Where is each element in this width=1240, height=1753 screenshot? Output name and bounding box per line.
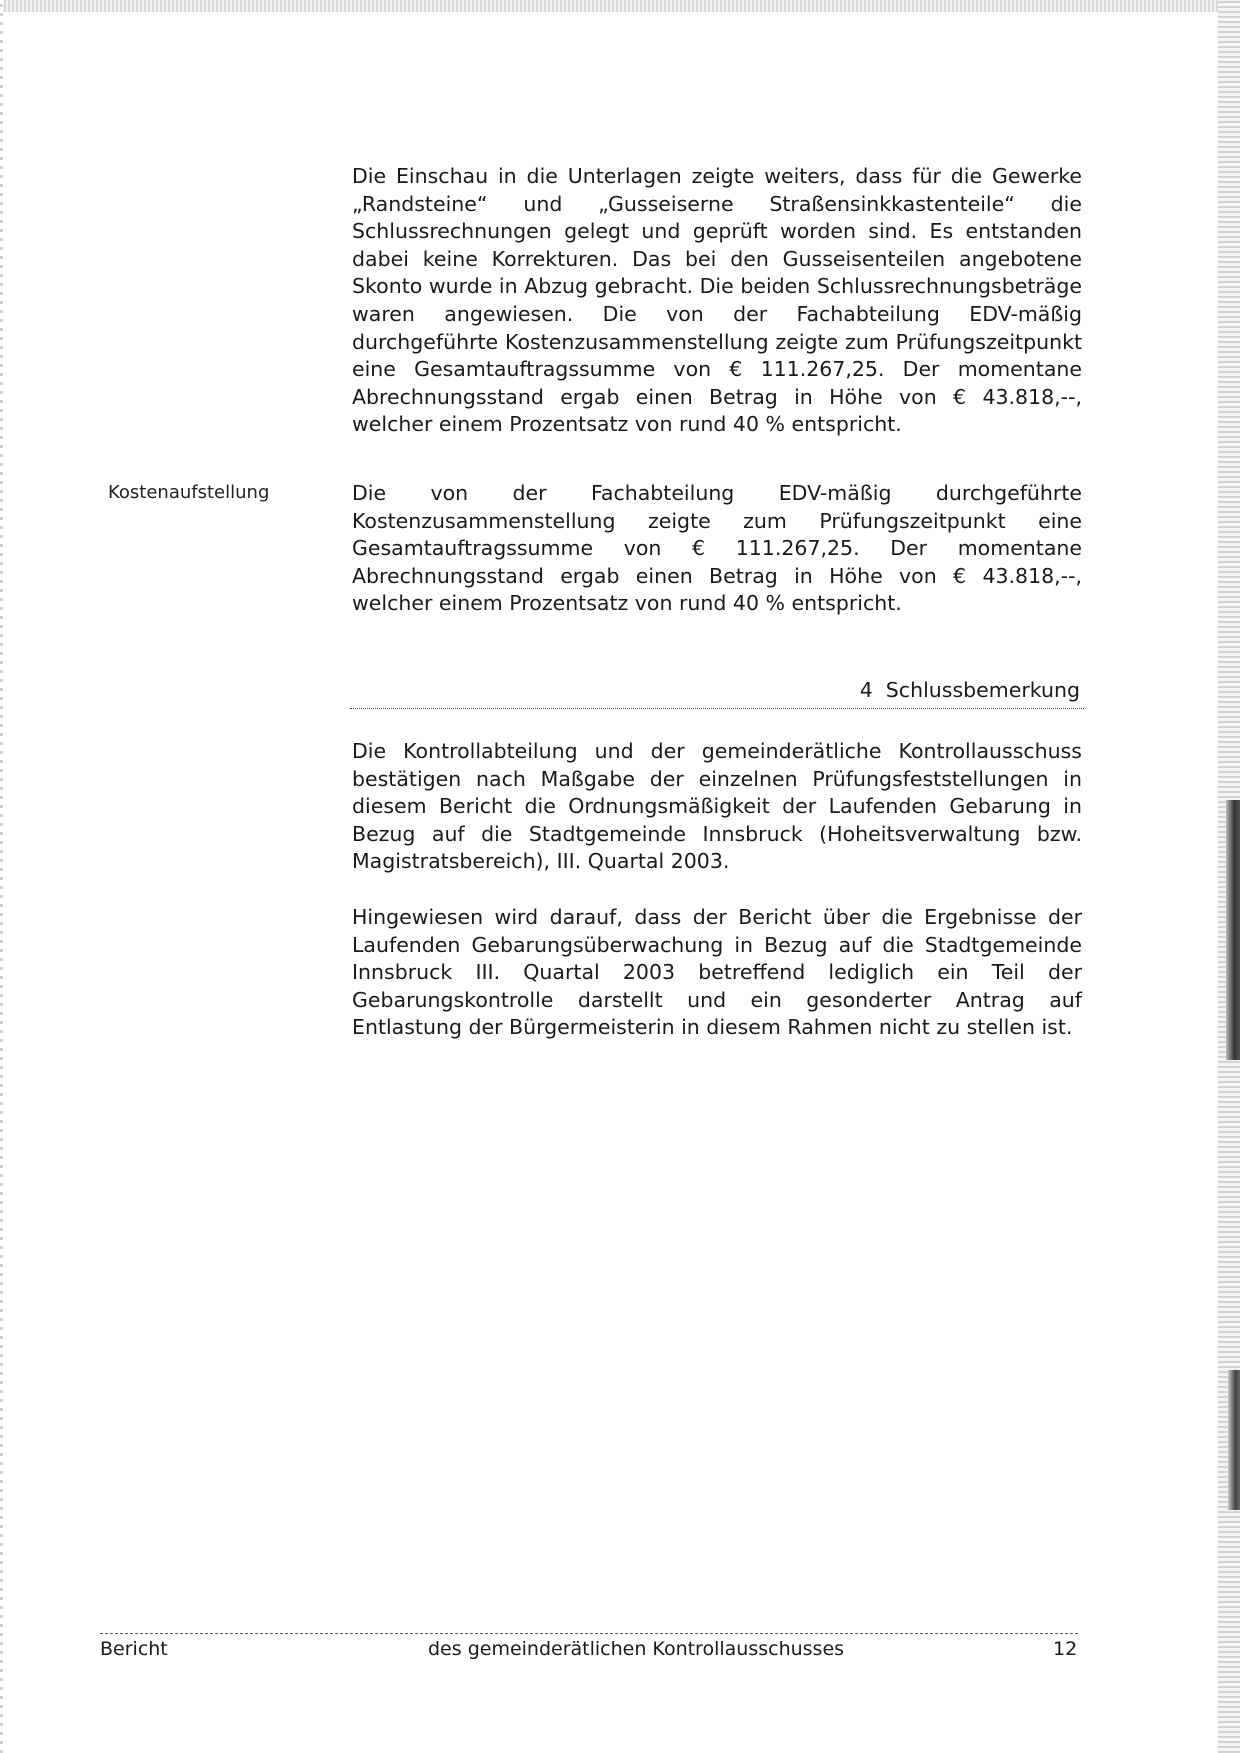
footer-center-text: des gemeinderätlichen Kontrollausschusses: [428, 1638, 845, 1660]
scan-shadow-mark: [1228, 1370, 1240, 1510]
section-heading-schlussbemerkung: 4 Schlussbemerkung: [859, 678, 1080, 702]
paragraph-schlussrechnungen: Die Einschau in die Unterlagen zeigte weiters, dass für die Gewerke „Randsteine“ und „Gusseiserne Straßensinkkastenteile“ die Schlussrechnungen gelegt und geprüft worden sind. Es entstanden dabei keine Korrekturen. Das bei den Gusseisenteilen angebotene Skonto wurde in Abzug gebracht. Die beiden Schlussrechnungsbeträge waren angewiesen. Die von der Fachabteilung EDV-mäßig durchgeführte Kostenzusammenstellung zeigte zum Prüfungszeitpunkt eine Gesamtauftragssumme von € 111.267,25. Der momentane Abrechnungsstand ergab einen Betrag in Höhe von € 43.818,--, welcher einem Prozentsatz von rund 40 % entspricht.: [352, 164, 1082, 437]
scan-edge-left: [0, 0, 3, 1753]
paragraph-kostenaufstellung: Die von der Fachabteilung EDV-mäßig durchgeführte Kostenzusammenstellung zeigte zum Prüfungszeitpunkt eine Gesamtauftragssumme von € 111.267,25. Der momentane Abrechnungsstand ergab einen Betrag in Höhe von € 43.818,--, welcher einem Prozentsatz von rund 40 % entspricht.: [352, 481, 1082, 616]
paragraph-bestaetigung: Die Kontrollabteilung und der gemeinderätliche Kontrollausschuss bestätigen nach Maßgabe der einzelnen Prüfungsfeststellungen in diesem Bericht die Ordnungsmäßigkeit der Laufenden Gebarung in Bezug auf die Stadtgemeinde Innsbruck (Hoheitsverwaltung bzw. Magistratsbereich), III. Quartal 2003.: [352, 739, 1082, 874]
scan-edge-right: [1218, 0, 1240, 1753]
footer-left-text: Bericht: [100, 1638, 168, 1660]
scan-shadow-mark: [1226, 800, 1240, 1060]
margin-note-kostenaufstellung: Kostenaufstellung: [108, 482, 270, 503]
paragraph-hinweis: Hingewiesen wird darauf, dass der Bericht über die Ergebnisse der Laufenden Gebarungsüberwachung in Bezug auf die Stadtgemeinde Innsbruck III. Quartal 2003 betreffend lediglich ein Teil der Gebarungskontrolle darstellt und ein gesonderter Antrag auf Entlastung der Bürgermeisterin in diesem Rahmen nicht zu stellen ist.: [352, 905, 1082, 1040]
footer-divider: [100, 1633, 1078, 1634]
page-number: 12: [1053, 1638, 1078, 1660]
section-divider: [350, 708, 1084, 709]
scan-edge-top: [0, 0, 1240, 12]
